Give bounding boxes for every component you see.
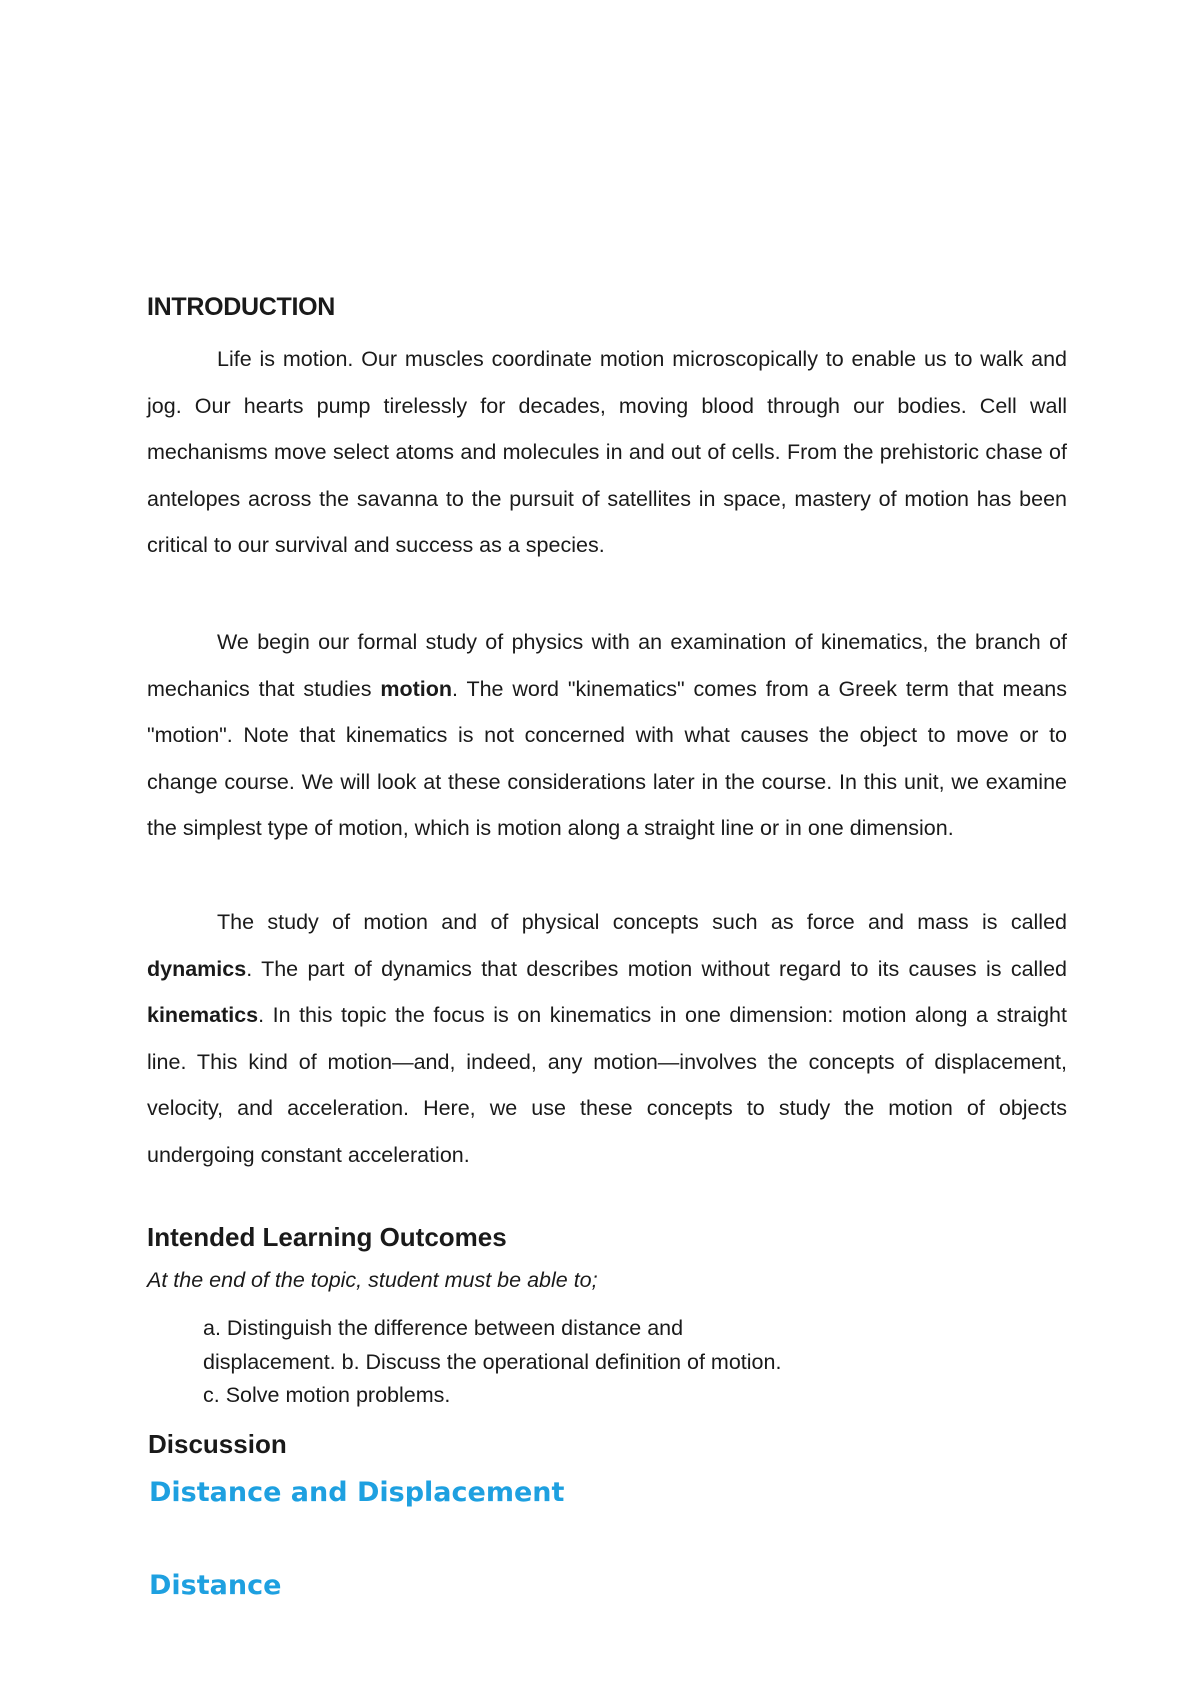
paragraph-text: . The word "kinematics" comes from a Greek term that means "motion". Note that kinematics is not concerned with what causes the object to move or to change course. We will look at these considerations later in the course. In this unit, we examine the simplest type of motion, which is motion along a straight line or in one dimension. [147,676,1067,840]
distance-displacement-heading: Distance and Displacement [149,1477,565,1508]
discussion-heading: Discussion [148,1429,287,1459]
introduction-paragraph-3 [147,899,1067,1178]
bold-term-dynamics: dynamics [147,956,247,981]
learning-outcomes-list [203,1312,943,1413]
introduction-heading: INTRODUCTION [147,293,336,321]
paragraph-text: . In this topic the focus is on kinematics in one dimension: motion along a straight line. This kind of motion—and, indeed, any motion—involves the concepts of displacement, velocity, and acceleration. Here, we use these concepts to study the motion of objects undergoing constant acceleration. [147,1003,1067,1167]
outcome-line: displacement. b. Discuss the operational definition of motion. [203,1349,782,1374]
paragraph-text: . The part of dynamics that describes motion without regard to its causes is called [246,956,1067,981]
learning-outcomes-heading: Intended Learning Outcomes [147,1222,507,1252]
introduction-paragraph-2 [147,619,1067,852]
outcome-line: c. Solve motion problems. [203,1383,451,1407]
bold-term-kinematics: kinematics [147,1003,259,1027]
paragraph-text: We begin our formal study of physics with an examination of kinematics, the branch of mechanics that studies [147,630,1067,701]
bold-term-motion: motion [380,676,453,701]
distance-heading: Distance [149,1570,282,1601]
learning-outcomes-intro: At the end of the topic, student must be able to; [147,1268,598,1292]
outcome-line: a. Distinguish the difference between distance and [203,1316,684,1340]
introduction-paragraph-1: Life is motion. Our muscles coordinate motion microscopically to enable us to walk and jog. Our hearts pump tirelessly for decades, moving blood through our bodies. Cell wall mechanisms move select atoms and molecules in and out of cells. From the prehistoric chase of antelopes across the savanna to the pursuit of satellites in space, mastery of motion has been critical to our survival and success as a species. [147,347,1067,557]
paragraph-text: The study of motion and of physical concepts such as force and mass is called [217,910,1067,934]
